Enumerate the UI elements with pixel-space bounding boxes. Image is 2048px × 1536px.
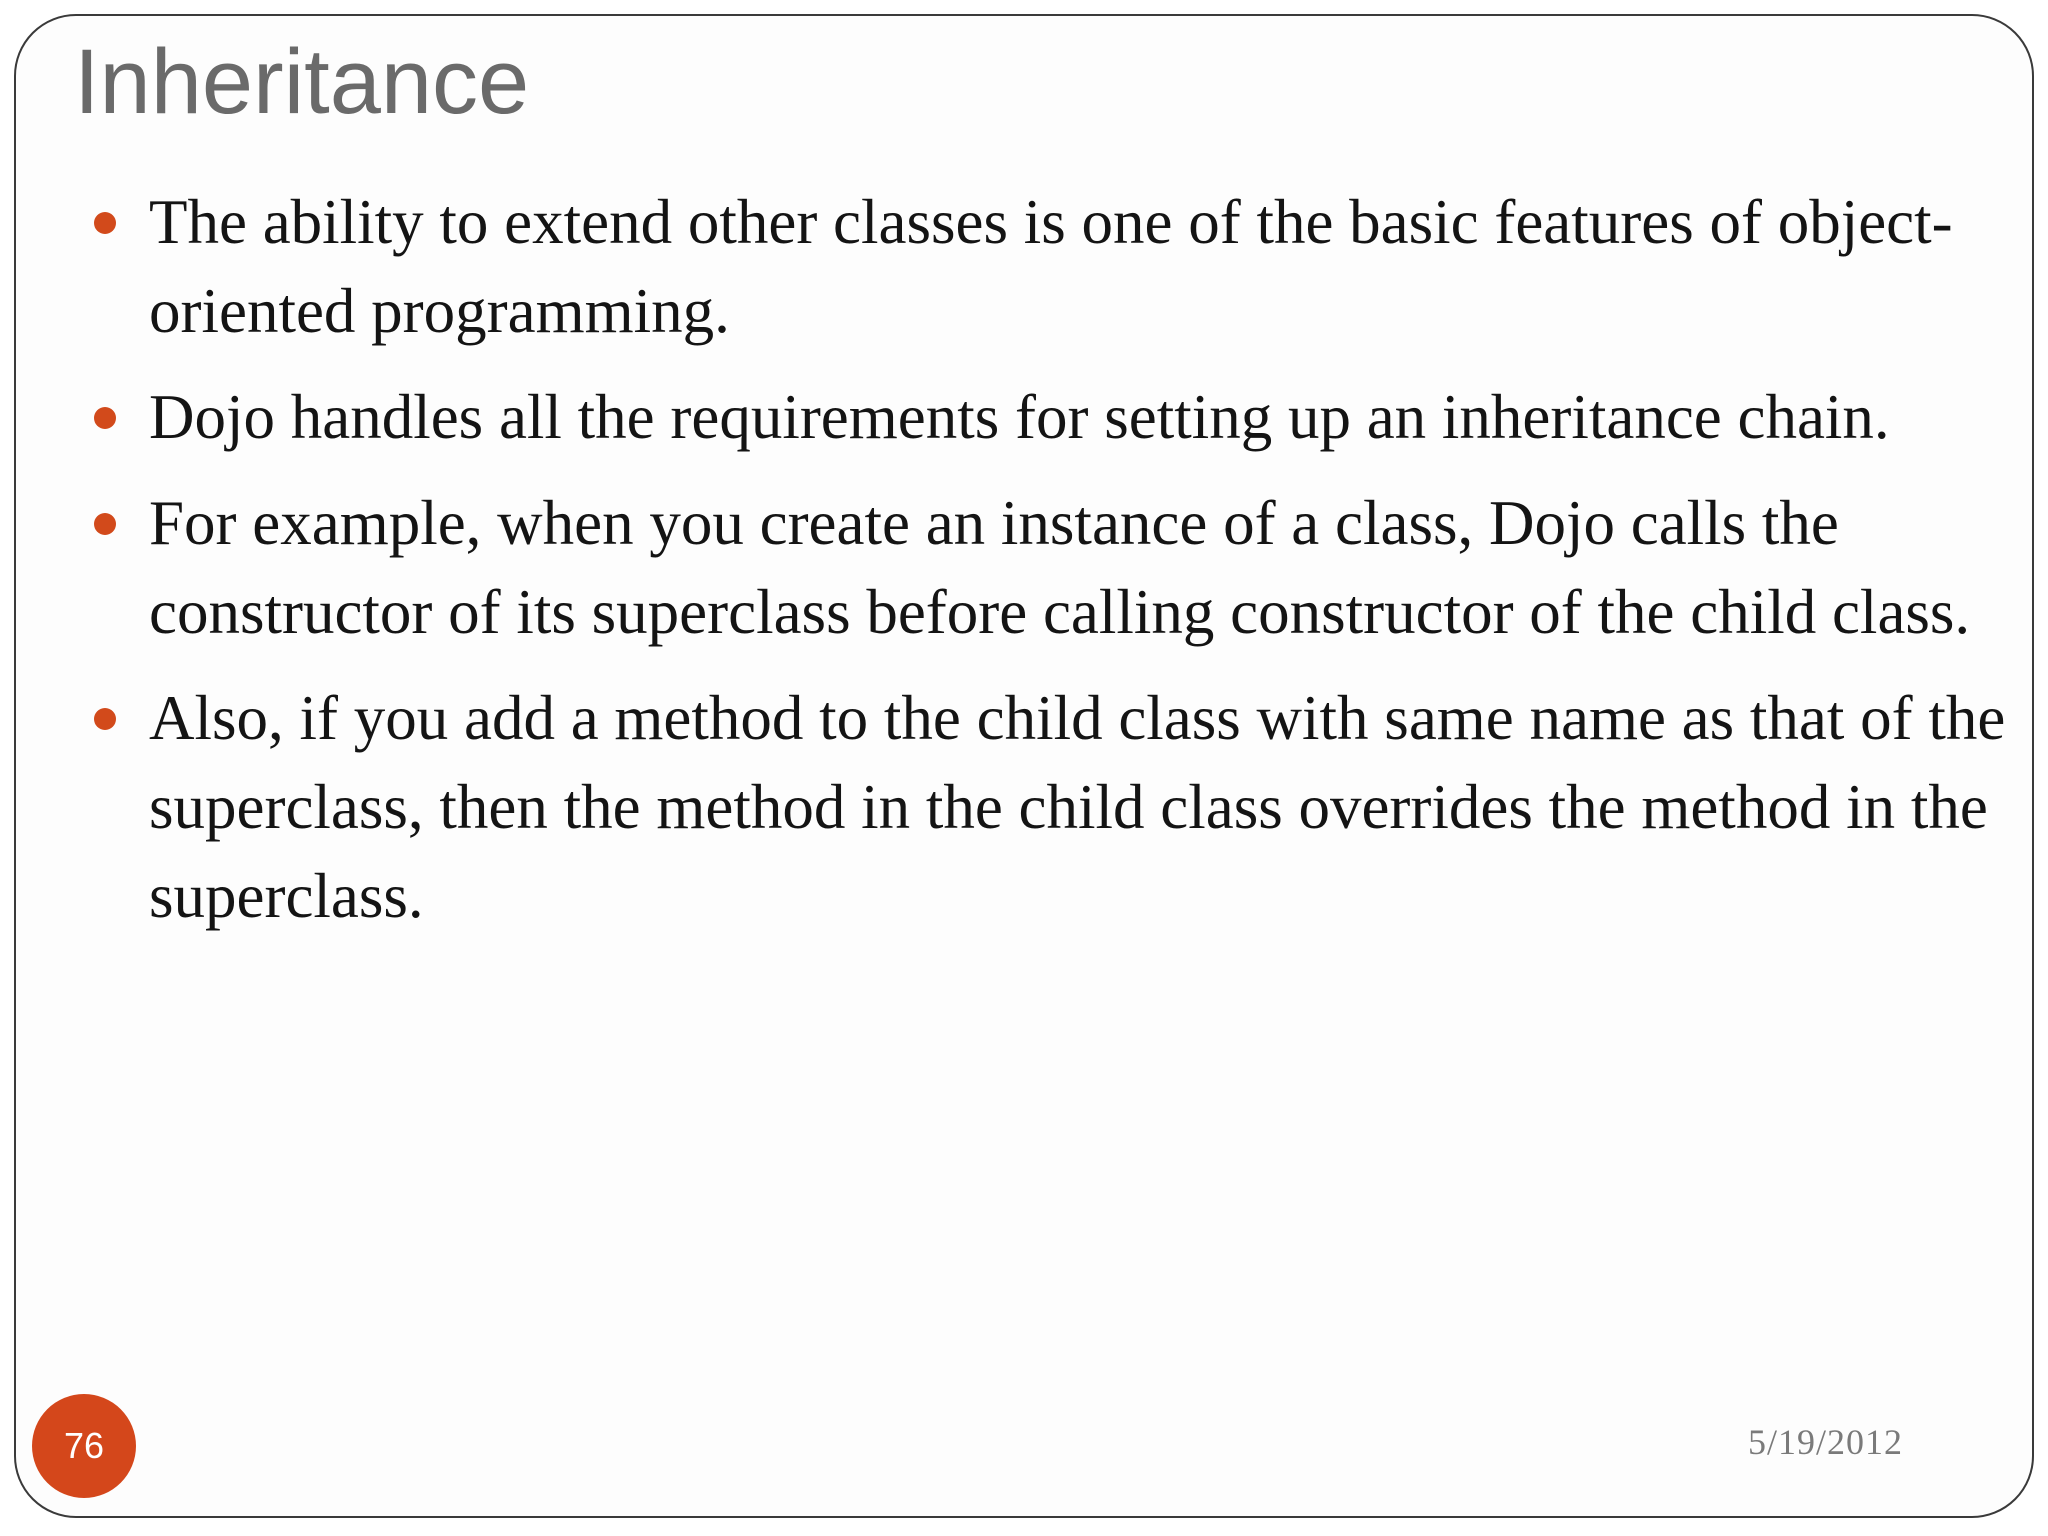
slide-date: 5/19/2012 — [1748, 1422, 1904, 1462]
bullet-dot-icon — [94, 212, 116, 234]
slide-title: Inheritance — [74, 31, 530, 133]
bullet-item — [86, 674, 2026, 941]
bullet-dot-icon — [94, 513, 116, 535]
bullet-text: Also, if you add a method to the child class with same name as that of the superclass, then the method in the child class overrides the method in the superclass. — [149, 683, 2006, 931]
bullet-item — [86, 373, 2026, 462]
bullet-item — [86, 479, 2026, 657]
bullet-text: Dojo handles all the requirements for setting up an inheritance chain. — [149, 382, 1890, 452]
bullet-item — [86, 178, 2026, 356]
bullet-text: For example, when you create an instance of a class, Dojo calls the constructor of its superclass before calling constructor of the child class. — [149, 488, 1971, 647]
bullet-text: The ability to extend other classes is one of the basic features of object-oriented programming. — [149, 187, 1953, 346]
bullet-list — [86, 178, 2026, 958]
slide — [14, 14, 2034, 1518]
bullet-dot-icon — [94, 708, 116, 730]
page-number-badge: 76 — [32, 1394, 136, 1498]
bullet-dot-icon — [94, 407, 116, 429]
